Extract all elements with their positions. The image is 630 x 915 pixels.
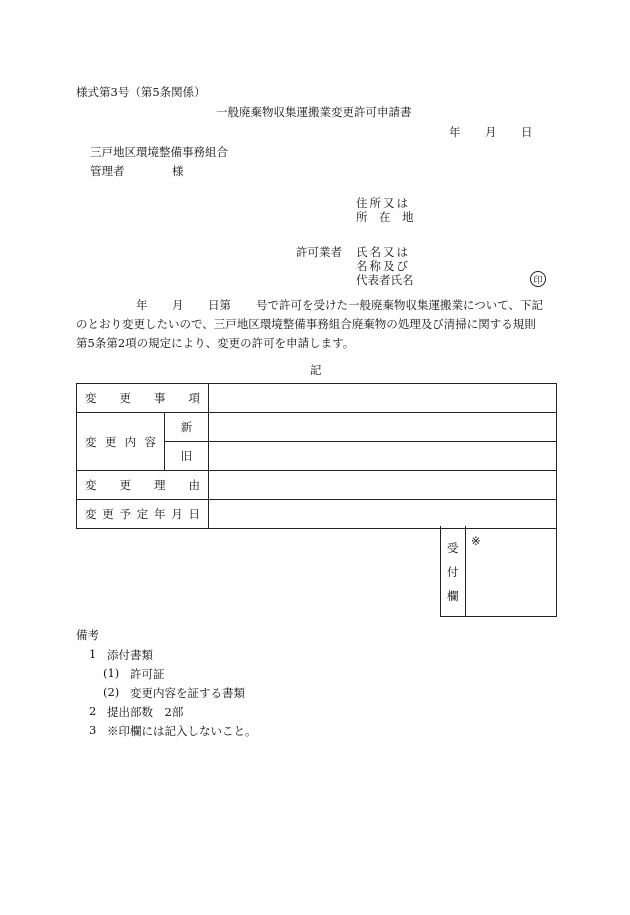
body-line1-rest: 号で許可を受けた一般廃棄物収集運搬業について、下記 <box>256 298 544 312</box>
name-label-3: 代表者氏名 <box>356 273 414 287</box>
address-label-1: 住所又は <box>356 196 410 210</box>
note-num-1-2: (2) <box>103 685 120 699</box>
change-content-new-field[interactable] <box>209 413 557 442</box>
table-row <box>77 500 557 529</box>
receipt-divider <box>465 526 466 616</box>
receipt-char-2: 付 <box>447 565 459 579</box>
name-label-2: 名称及び <box>356 259 410 273</box>
table-row <box>77 471 557 500</box>
receipt-char-3: 欄 <box>447 589 459 603</box>
ki-heading: 記 <box>310 363 322 377</box>
change-reason-label: 変 更 理 由 <box>77 471 209 500</box>
change-reason-field[interactable] <box>209 471 557 500</box>
planned-date-field[interactable] <box>209 500 557 529</box>
receipt-box <box>440 526 557 617</box>
note-text-1-1: 許可証 <box>130 667 165 681</box>
change-item-field[interactable] <box>209 384 557 413</box>
recipient-org: 三戸地区環境整備事務組合 <box>90 145 228 159</box>
form-number: 様式第3号（第5条関係） <box>76 85 206 99</box>
date-year: 年 <box>449 125 461 139</box>
note-text-2: 提出部数 2部 <box>107 705 184 719</box>
receipt-char-1: 受 <box>447 541 459 555</box>
change-content-label: 変 更 内 容 <box>77 413 165 471</box>
permit-holder-label: 許可業者 <box>296 245 342 259</box>
note-num-2: 2 <box>89 704 97 718</box>
planned-date-label: 変 更 予 定 年 月 日 <box>77 500 209 529</box>
seal-mark: 印 <box>530 271 546 287</box>
address-label-2: 所 在 地 <box>356 210 414 224</box>
note-num-1: 1 <box>89 647 97 661</box>
note-text-3: ※印欄には記入しないこと。 <box>107 724 257 738</box>
note-num-1-1: (1) <box>103 666 120 680</box>
recipient-honorific: 様 <box>172 164 184 178</box>
date-month: 月 <box>485 125 497 139</box>
body-month: 月 <box>172 298 184 312</box>
change-content-old-field[interactable] <box>209 442 557 471</box>
receipt-mark: ※ <box>471 534 481 548</box>
body-day-no: 日第 <box>208 298 231 312</box>
body-line2: のとおり変更したいので、三戸地区環境整備事務組合廃棄物の処理及び清掃に関する規則 <box>76 317 536 331</box>
change-item-label: 変 更 事 項 <box>77 384 209 413</box>
table-row <box>77 384 557 413</box>
note-text-1-2: 変更内容を証する書類 <box>130 686 245 700</box>
document-title: 一般廃棄物収集運搬業変更許可申請書 <box>216 105 412 119</box>
date-day: 日 <box>521 125 533 139</box>
name-label-1: 氏名又は <box>356 245 410 259</box>
new-label: 新 <box>165 413 209 442</box>
body-year: 年 <box>136 298 148 312</box>
note-text-1: 添付書類 <box>107 648 153 662</box>
table-row <box>77 413 557 442</box>
old-label: 旧 <box>165 442 209 471</box>
recipient-manager: 管理者 <box>90 164 125 178</box>
note-num-3: 3 <box>89 723 97 737</box>
body-line3: 第5条第2項の規定により、変更の許可を申請します。 <box>76 336 355 350</box>
change-table <box>76 383 557 529</box>
notes-heading: 備考 <box>76 628 99 642</box>
